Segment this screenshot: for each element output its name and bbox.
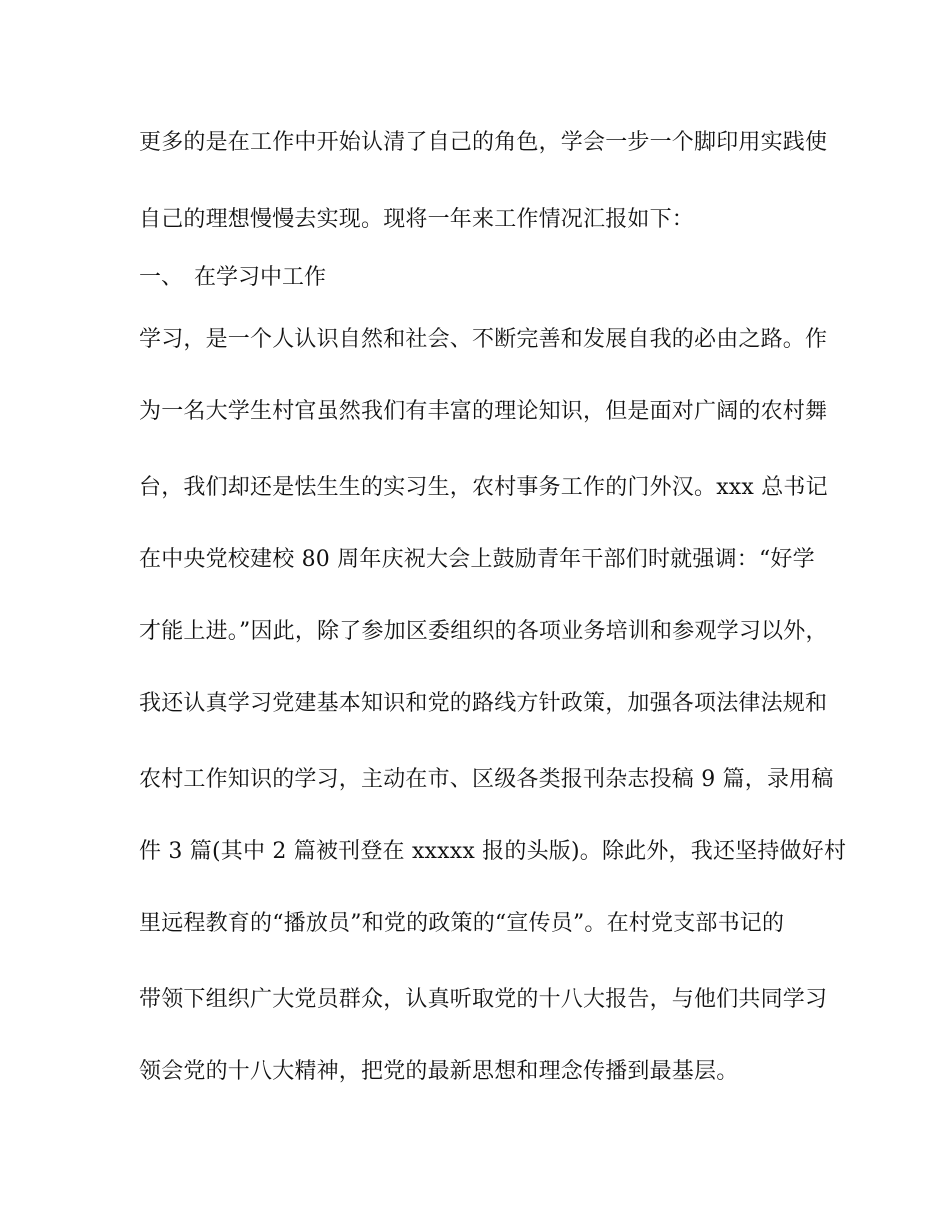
section-heading: [139, 265, 326, 291]
paragraph-line: 为一名大学生村官虽然我们有丰富的理论知识，但是面对广阔的农村舞: [139, 399, 828, 424]
section-title: 在学习中工作: [194, 265, 327, 290]
paragraph-line: 领会党的十八大精神，把党的最新思想和理念传播到最基层。: [139, 1059, 739, 1084]
paragraph-line: 才能上进。”因此，除了参加区委组织的各项业务培训和参观学习以外，: [139, 619, 828, 644]
paragraph-line: 台，我们却还是怯生生的实习生，农村事务工作的门外汉。xxx 总书记: [139, 475, 828, 500]
paragraph-line: 学习，是一个人认识自然和社会、不断完善和发展自我的必由之路。作: [139, 327, 828, 352]
paragraph-line: 在中央党校建校 80 周年庆祝大会上鼓励青年干部们时就强调：“好学: [139, 547, 815, 572]
paragraph-line: 带领下组织广大党员群众，认真听取党的十八大报告，与他们共同学习: [139, 987, 828, 1012]
paragraph-line: 里远程教育的“播放员”和党的政策的“宣传员”。在村党支部书记的: [139, 911, 785, 936]
paragraph-line: 更多的是在工作中开始认清了自己的角色，学会一步一个脚印用实践使: [139, 130, 828, 155]
paragraph-line: 自己的理想慢慢去实现。现将一年来工作情况汇报如下：: [139, 207, 695, 232]
paragraph-line: 我还认真学习党建基本知识和党的路线方针政策，加强各项法律法规和: [139, 691, 828, 716]
section-number: 一、: [139, 265, 184, 290]
paragraph-line: 农村工作知识的学习，主动在市、区级各类报刊杂志投稿 9 篇，录用稿: [139, 767, 834, 792]
paragraph-line: 件 3 篇(其中 2 篇被刊登在 xxxxx 报的头版)。除此外，我还坚持做好村: [139, 839, 847, 864]
